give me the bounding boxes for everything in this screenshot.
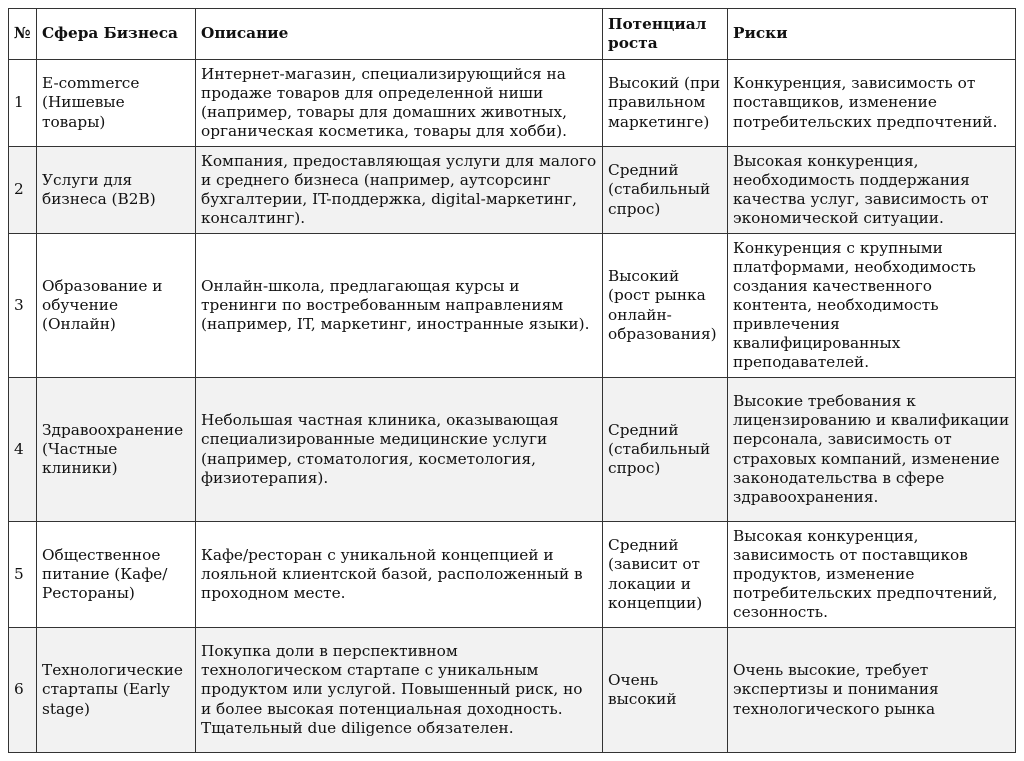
cell-num: 2: [9, 147, 37, 234]
table-row: [9, 628, 1016, 753]
cell-risks: Очень высокие, требует экспертизы и понимания технологического рынка: [728, 628, 1016, 753]
cell-sphere: Услуги для бизнеса (B2B): [37, 147, 196, 234]
cell-growth: Средний (стабильный спрос): [603, 378, 728, 522]
cell-growth: Высокий (рост рынка онлайн-образования): [603, 234, 728, 378]
table-row: [9, 522, 1016, 628]
table-row: [9, 147, 1016, 234]
cell-description: Интернет-магазин, специализирующийся на продаже товаров для определенной ниши (например, товары для домашних животных, органическая косметика, товары для хобби).: [196, 60, 603, 147]
cell-num: 1: [9, 60, 37, 147]
business-table: [8, 8, 1016, 753]
cell-description: Небольшая частная клиника, оказывающая специализированные медицинские услуги (например, стоматология, косметология, физиотерапия).: [196, 378, 603, 522]
header-description: Описание: [196, 9, 603, 60]
cell-growth: Средний (стабильный спрос): [603, 147, 728, 234]
cell-risks: Конкуренция, зависимость от поставщиков, изменение потребительских предпочтений.: [728, 60, 1016, 147]
cell-description: Компания, предоставляющая услуги для малого и среднего бизнеса (например, аутсорсинг бухгалтерии, IT-поддержка, digital-маркетинг, консалтинг).: [196, 147, 603, 234]
cell-sphere: E-commerce (Нишевые товары): [37, 60, 196, 147]
cell-risks: Высокая конкуренция, зависимость от поставщиков продуктов, изменение потребительских предпочтений, сезонность.: [728, 522, 1016, 628]
cell-growth: Средний (зависит от локации и концепции): [603, 522, 728, 628]
cell-sphere: Образование и обучение (Онлайн): [37, 234, 196, 378]
header-sphere: Сфера Бизнеса: [37, 9, 196, 60]
cell-growth: Очень высокий: [603, 628, 728, 753]
cell-sphere: Технологические стартапы (Early stage): [37, 628, 196, 753]
cell-num: 3: [9, 234, 37, 378]
cell-description: Кафе/ресторан с уникальной концепцией и лояльной клиентской базой, расположенный в проходном месте.: [196, 522, 603, 628]
cell-description: Онлайн-школа, предлагающая курсы и тренинги по востребованным направлениям (например, IT, маркетинг, иностранные языки).: [196, 234, 603, 378]
cell-sphere: Общественное питание (Кафе/Рестораны): [37, 522, 196, 628]
header-num: №: [9, 9, 37, 60]
cell-risks: Конкуренция с крупными платформами, необходимость создания качественного контента, необходимость привлечения квалифицированных преподавателей.: [728, 234, 1016, 378]
cell-num: 4: [9, 378, 37, 522]
cell-num: 6: [9, 628, 37, 753]
header-risks: Риски: [728, 9, 1016, 60]
cell-sphere: Здравоохранение (Частные клиники): [37, 378, 196, 522]
header-growth: Потенциал роста: [603, 9, 728, 60]
cell-num: 5: [9, 522, 37, 628]
table-row: [9, 378, 1016, 522]
table-row: [9, 234, 1016, 378]
cell-risks: Высокая конкуренция, необходимость поддержания качества услуг, зависимость от экономической ситуации.: [728, 147, 1016, 234]
table-row: [9, 60, 1016, 147]
header-row: [9, 9, 1016, 60]
cell-description: Покупка доли в перспективном технологическом стартапе с уникальным продуктом или услугой. Повышенный риск, но и более высокая потенциальная доходность. Тщательный due diligence обязателен.: [196, 628, 603, 753]
cell-risks: Высокие требования к лицензированию и квалификации персонала, зависимость от страховых компаний, изменение законодательства в сфере здравоохранения.: [728, 378, 1016, 522]
cell-growth: Высокий (при правильном маркетинге): [603, 60, 728, 147]
